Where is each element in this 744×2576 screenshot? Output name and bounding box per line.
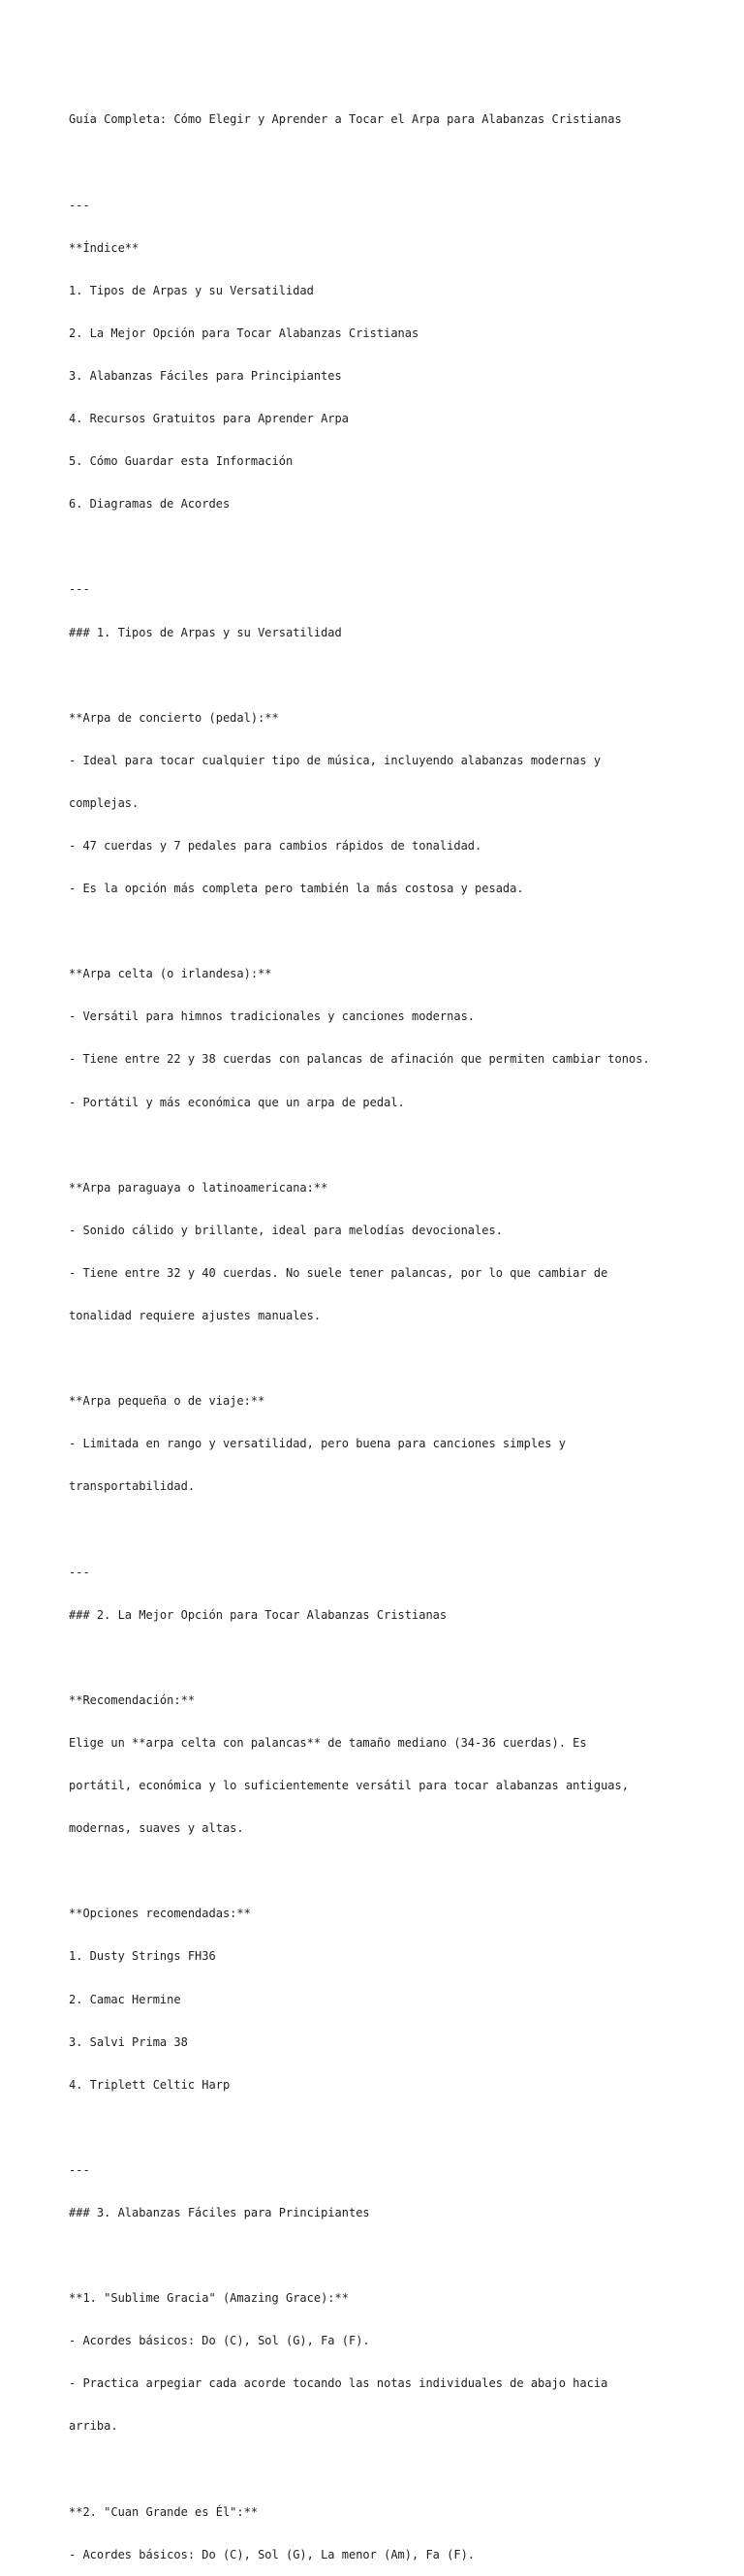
- bullet-text: - Acordes básicos: Do (C), Sol (G), La menor (Am), Fa (F).: [69, 2547, 476, 2561]
- index-item: 1. Tipos de Arpas y su Versatilidad: [69, 283, 314, 297]
- index-item: 5. Cómo Guardar esta Información: [69, 454, 294, 469]
- subsection-heading: **Opciones recomendadas:**: [69, 1907, 251, 1921]
- blank-line: [69, 1138, 737, 1153]
- blank-line: [69, 1651, 737, 1665]
- separator: ---: [69, 2162, 90, 2177]
- index-item: 3. Alabanzas Fáciles para Principiantes: [69, 368, 342, 383]
- blank-line: [69, 668, 737, 683]
- list-item: 3. Salvi Prima 38: [69, 2034, 188, 2049]
- subsection-heading: **Arpa paraguaya o latinoamericana:**: [69, 1180, 328, 1195]
- bullet-text: - Es la opción más completa pero también la más costosa y pesada.: [69, 882, 524, 896]
- list-item: 1. Dusty Strings FH36: [69, 1949, 216, 1964]
- blank-line: [69, 1351, 737, 1366]
- subsection-heading: **Recomendación:**: [69, 1692, 196, 1707]
- blank-line: [69, 2463, 737, 2477]
- bullet-text: - Ideal para tocar cualquier tipo de música, incluyendo alabanzas modernas y: [69, 753, 602, 767]
- bullet-text: complejas.: [69, 795, 140, 810]
- bullet-text: - Tiene entre 22 y 38 cuerdas con palancas de afinación que permiten cambiar tonos.: [69, 1052, 650, 1067]
- paragraph-text: modernas, suaves y altas.: [69, 1821, 244, 1836]
- index-item: 4. Recursos Gratuitos para Aprender Arpa: [69, 412, 349, 426]
- blank-line: [69, 540, 737, 554]
- section-heading: ### 2. La Mejor Opción para Tocar Alabanzas Cristianas: [69, 1607, 448, 1622]
- blank-line: [69, 924, 737, 939]
- section-heading: ### 3. Alabanzas Fáciles para Principiantes: [69, 2206, 370, 2219]
- index-item: 2. La Mejor Opción para Tocar Alabanzas Cristianas: [69, 326, 419, 340]
- bullet-text: - Tiene entre 32 y 40 cuerdas. No suele tener palancas, por lo que cambiar de: [69, 1265, 608, 1280]
- subsection-heading: **Arpa pequeña o de viaje:**: [69, 1394, 265, 1409]
- list-item: 2. Camac Hermine: [69, 1992, 181, 2006]
- paragraph-text: portátil, económica y lo suficientemente versátil para tocar alabanzas antiguas,: [69, 1779, 629, 1793]
- bullet-text: - Sonido cálido y brillante, ideal para melodías devocionales.: [69, 1223, 503, 1237]
- bullet-text: - Versátil para himnos tradicionales y canciones modernas.: [69, 1009, 476, 1024]
- document-text-page: [69, 84, 737, 2576]
- doc-title: Guía Completa: Cómo Elegir y Aprender a Tocar el Arpa para Alabanzas Cristianas: [69, 112, 622, 127]
- subsection-heading: **Arpa de concierto (pedal):**: [69, 710, 279, 725]
- bullet-text: - Acordes básicos: Do (C), Sol (G), Fa (F).: [69, 2334, 370, 2348]
- bullet-text: - Practica arpegiar cada acorde tocando las notas individuales de abajo hacia: [69, 2376, 608, 2391]
- subsection-heading: **1. "Sublime Gracia" (Amazing Grace):**: [69, 2291, 349, 2306]
- list-item: 4. Triplett Celtic Harp: [69, 2077, 231, 2092]
- section-heading: ### 1. Tipos de Arpas y su Versatilidad: [69, 625, 342, 639]
- bullet-text: - Portátil y más económica que un arpa de pedal.: [69, 1095, 405, 1109]
- subsection-heading: **2. "Cuan Grande es Él":**: [69, 2504, 259, 2519]
- index-item: 6. Diagramas de Acordes: [69, 497, 231, 512]
- blank-line: [69, 1864, 737, 1878]
- blank-line: [69, 2249, 737, 2263]
- blank-line: [69, 1523, 737, 1537]
- bullet-text: arriba.: [69, 2419, 118, 2434]
- separator: ---: [69, 582, 90, 597]
- bullet-text: transportabilidad.: [69, 1479, 196, 1494]
- index-heading: **Índice**: [69, 240, 140, 255]
- blank-line: [69, 156, 737, 171]
- bullet-text: - Limitada en rango y versatilidad, pero buena para canciones simples y: [69, 1437, 566, 1451]
- separator: ---: [69, 1565, 90, 1579]
- subsection-heading: **Arpa celta (o irlandesa):**: [69, 967, 272, 981]
- bullet-text: - 47 cuerdas y 7 pedales para cambios rápidos de tonalidad.: [69, 839, 482, 853]
- separator: ---: [69, 198, 90, 212]
- blank-line: [69, 2121, 737, 2135]
- paragraph-text: Elige un **arpa celta con palancas** de tamaño mediano (34-36 cuerdas). Es: [69, 1735, 587, 1750]
- bullet-text: tonalidad requiere ajustes manuales.: [69, 1309, 322, 1323]
